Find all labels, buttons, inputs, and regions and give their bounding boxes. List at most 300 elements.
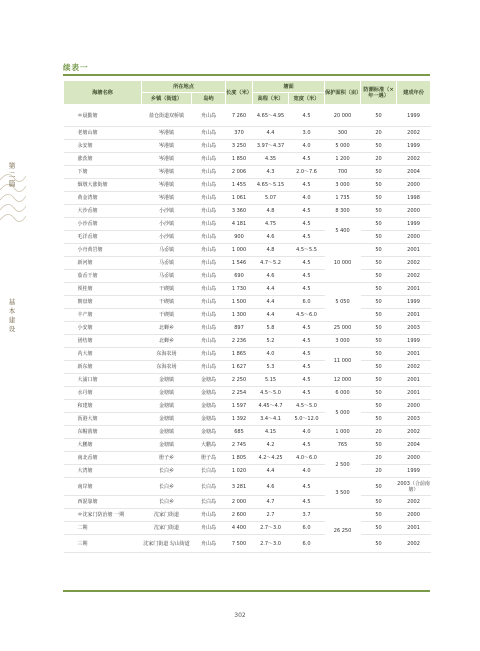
cell-name: 小安塘 xyxy=(64,322,142,335)
cell-width: 4.5 xyxy=(289,153,325,166)
cell-area-merged: 5 400 xyxy=(325,218,361,244)
cell-std: 50 xyxy=(361,309,397,322)
table-row xyxy=(64,439,431,452)
header-crest-width: 宽度（米） xyxy=(289,93,325,105)
cell-island: 舟山岛 xyxy=(192,192,226,205)
cell-area-merged: 10 000 xyxy=(325,244,361,283)
cell-area: 1 735 xyxy=(325,192,361,205)
cell-area: 20 000 xyxy=(325,105,361,127)
cell-island: 大鹏岛 xyxy=(192,439,226,452)
cell-year: 2002 xyxy=(397,361,431,374)
cell-name: 毛洋岙塘 xyxy=(64,231,142,244)
cell-year: 2003 xyxy=(397,322,431,335)
cell-area-merged: 5 050 xyxy=(325,283,361,322)
table-row xyxy=(64,509,431,522)
cell-width: 5.0～12.0 xyxy=(289,413,325,426)
cell-elev: 3.97～4.37 xyxy=(253,140,289,153)
cell-town: 岑港镇 xyxy=(142,127,192,140)
cell-name: 丰产塘 xyxy=(64,309,142,322)
cell-length: 1 865 xyxy=(226,348,253,361)
cell-town: 小沙镇 xyxy=(142,205,192,218)
cell-island: 舟山岛 xyxy=(192,127,226,140)
cell-island: 舟山岛 xyxy=(192,522,226,535)
cell-elev: 4.0 xyxy=(253,348,289,361)
cell-width: 4.5 xyxy=(289,231,325,244)
cell-std: 20 xyxy=(361,465,397,478)
cell-name: 新东塘 xyxy=(64,361,142,374)
cell-area: 6 000 xyxy=(325,387,361,400)
cell-name: 小舟黄岩塘 xyxy=(64,244,142,257)
cell-town: 干碶镇 xyxy=(142,309,192,322)
cell-length: 897 xyxy=(226,322,253,335)
cell-elev: 5.15 xyxy=(253,374,289,387)
header-island: 岛屿 xyxy=(192,93,226,105)
cell-year: 2001 xyxy=(397,244,431,257)
cell-year: 2002 xyxy=(397,535,431,553)
table-row xyxy=(64,218,431,231)
cell-elev: 4.8 xyxy=(253,205,289,218)
cell-length: 4 181 xyxy=(226,218,253,231)
cell-year: 2001 xyxy=(397,309,431,322)
cell-island: 舟山岛 xyxy=(192,270,226,283)
cell-island: 舟山岛 xyxy=(192,309,226,322)
cell-area-merged: 11 000 xyxy=(325,348,361,374)
cell-length: 1 455 xyxy=(226,179,253,192)
cell-year: 1999 xyxy=(397,465,431,478)
cell-island: 长白岛 xyxy=(192,478,226,496)
cell-width: 4.5 xyxy=(289,361,325,374)
cell-year: 2001 xyxy=(397,348,431,361)
cell-year: 2000 xyxy=(397,400,431,413)
cell-width: 4.0～6.0 xyxy=(289,452,325,465)
table-row xyxy=(64,465,431,478)
cell-year: 1999 xyxy=(397,105,431,127)
cell-length: 1 300 xyxy=(226,309,253,322)
cell-year: 1999 xyxy=(397,335,431,348)
table-row xyxy=(64,348,431,361)
cell-year: 2001 xyxy=(397,387,431,400)
cell-name: 大湾塘 xyxy=(64,465,142,478)
cell-town: 金塘镇 xyxy=(142,374,192,387)
cell-std: 50 xyxy=(361,522,397,535)
cell-length: 7 260 xyxy=(226,105,253,127)
cell-name: 南北岙塘 xyxy=(64,452,142,465)
table-row xyxy=(64,166,431,179)
cell-width: 4.5 xyxy=(289,283,325,296)
cell-town: 长白乡 xyxy=(142,496,192,509)
cell-area: 8 300 xyxy=(325,205,361,218)
cell-length: 370 xyxy=(226,127,253,140)
cell-length: 1 000 xyxy=(226,244,253,257)
cell-island: 长白岛 xyxy=(192,465,226,478)
header-length: 长度（米） xyxy=(226,81,253,105)
cell-town: 北蝉乡 xyxy=(142,335,192,348)
cell-town: 沈家门街道 xyxy=(142,509,192,522)
cell-elev: 4.6 xyxy=(253,231,289,244)
cell-std: 50 xyxy=(361,244,397,257)
cell-std: 50 xyxy=(361,218,397,231)
cell-width: 3.7 xyxy=(289,509,325,522)
table-row xyxy=(64,387,431,400)
table-row xyxy=(64,522,431,535)
table-row xyxy=(64,140,431,153)
table-row xyxy=(64,192,431,205)
cell-std: 50 xyxy=(361,270,397,283)
table-row xyxy=(64,309,431,322)
cell-area-merged: 2 500 xyxy=(325,452,361,478)
cell-town: 金塘镇 xyxy=(142,400,192,413)
cell-length: 900 xyxy=(226,231,253,244)
cell-length: 2 000 xyxy=(226,496,253,509)
cell-length: 1 627 xyxy=(226,361,253,374)
cell-area-merged: 3 500 xyxy=(325,478,361,509)
cell-area-merged: 5 000 xyxy=(325,400,361,426)
cell-town: 沈家门街道 勾山街道 xyxy=(142,535,192,553)
cell-area: 12 000 xyxy=(325,374,361,387)
cell-town: 长白乡 xyxy=(142,478,192,496)
cell-town: 岑港镇 xyxy=(142,153,192,166)
cell-area: 700 xyxy=(325,166,361,179)
table-row xyxy=(64,413,431,426)
cell-island: 金塘岛 xyxy=(192,413,226,426)
table-row xyxy=(64,257,431,270)
cell-year: 2000 xyxy=(397,452,431,465)
cell-name: 三期 xyxy=(64,535,142,553)
table-row xyxy=(64,478,431,496)
cell-year: 2002 xyxy=(397,426,431,439)
header-standard: 防潮标准（×年一遇） xyxy=(361,81,397,105)
cell-year: 2001 xyxy=(397,522,431,535)
cell-island: 舟山岛 xyxy=(192,348,226,361)
cell-name: 和建塘 xyxy=(64,400,142,413)
table-row xyxy=(64,244,431,257)
table-body xyxy=(64,105,431,553)
cell-std: 20 xyxy=(361,153,397,166)
page-number: 302 xyxy=(234,612,246,619)
side-chapter-label: 第二篇 xyxy=(8,162,16,188)
cell-island: 长白岛 xyxy=(192,496,226,509)
cell-elev: 4.4 xyxy=(253,127,289,140)
cell-width: 4.5 xyxy=(289,105,325,127)
cell-name: 东帽凿塘 xyxy=(64,426,142,439)
cell-length: 3 281 xyxy=(226,478,253,496)
cell-length: 1 546 xyxy=(226,257,253,270)
cell-width: 6.0 xyxy=(289,535,325,553)
cell-year: 2000 xyxy=(397,179,431,192)
cell-area: 25 000 xyxy=(325,322,361,335)
cell-elev: 5.8 xyxy=(253,322,289,335)
table-row xyxy=(64,127,431,140)
cell-elev: 4.3 xyxy=(253,166,289,179)
cell-town: 小沙镇 xyxy=(142,231,192,244)
cell-width: 4.5 xyxy=(289,374,325,387)
cell-std: 50 xyxy=(361,140,397,153)
table-row xyxy=(64,270,431,283)
cell-elev: 4.45～4.7 xyxy=(253,400,289,413)
cell-year: 2002 xyxy=(397,270,431,283)
cell-area: 3 000 xyxy=(325,335,361,348)
cell-std: 20 xyxy=(361,127,397,140)
cell-island: 舟山岛 xyxy=(192,231,226,244)
table-row xyxy=(64,322,431,335)
cell-town: 金塘镇 xyxy=(142,413,192,426)
cell-length: 3 250 xyxy=(226,140,253,153)
cell-width: 4.5 xyxy=(289,496,325,509)
table-row xyxy=(64,296,431,309)
cell-length: 1 020 xyxy=(226,465,253,478)
cell-std: 50 xyxy=(361,166,397,179)
cell-length: 3 360 xyxy=(226,205,253,218)
table-row xyxy=(64,105,431,127)
cell-std: 50 xyxy=(361,439,397,452)
cell-town: 金塘镇 xyxy=(142,387,192,400)
cell-island: 舟山岛 xyxy=(192,296,226,309)
cell-year: 2000 xyxy=(397,205,431,218)
table-heading: 续表一 xyxy=(63,63,89,72)
cell-year: 2001 xyxy=(397,374,431,387)
cell-std: 20 xyxy=(361,426,397,439)
cell-year: 2002 xyxy=(397,153,431,166)
cell-std: 50 xyxy=(361,105,397,127)
cell-name: 涨茨塘 xyxy=(64,153,142,166)
cell-year: 2004 xyxy=(397,439,431,452)
cell-width: 4.5 xyxy=(289,179,325,192)
cell-std: 50 xyxy=(361,179,397,192)
cell-town: 金塘镇 xyxy=(142,426,192,439)
cell-width: 4.0 xyxy=(289,465,325,478)
cell-width: 4.5 xyxy=(289,257,325,270)
cell-elev: 4.2～4.25 xyxy=(253,452,289,465)
cell-elev: 2.7 xyxy=(253,509,289,522)
table-row xyxy=(64,426,431,439)
cell-elev: 2.7～3.0 xyxy=(253,522,289,535)
cell-name: 茄岙干塘 xyxy=(64,270,142,283)
cell-std: 50 xyxy=(361,374,397,387)
cell-std: 50 xyxy=(361,257,397,270)
cell-island: 金塘岛 xyxy=(192,374,226,387)
header-name: 海塘名称 xyxy=(64,81,142,105)
cell-name: 预桂塘 xyxy=(64,283,142,296)
cell-year: 1999 xyxy=(397,218,431,231)
cell-town: 沈家门街道 xyxy=(142,522,192,535)
cell-year: 2004 xyxy=(397,166,431,179)
cell-town: 马岙镇 xyxy=(142,257,192,270)
top-rule xyxy=(63,74,430,76)
table-row xyxy=(64,179,431,192)
cell-width: 4.5 xyxy=(289,478,325,496)
cell-length: 1 392 xyxy=(226,413,253,426)
cell-island: 舟山岛 xyxy=(192,322,226,335)
bottom-rule xyxy=(63,590,430,592)
cell-name: 烟墩大涨街塘 xyxy=(64,179,142,192)
cell-width: 4.5 xyxy=(289,205,325,218)
cell-town: 岑港镇 xyxy=(142,179,192,192)
cell-town: 岑港镇 xyxy=(142,192,192,205)
cell-island: 舟山岛 xyxy=(192,257,226,270)
cell-std: 20 xyxy=(361,452,397,465)
table-row xyxy=(64,374,431,387)
cell-elev: 4.7～5.2 xyxy=(253,257,289,270)
cell-name: 南岸塘 xyxy=(64,478,142,496)
cell-std: 50 xyxy=(361,322,397,335)
cell-std: 50 xyxy=(361,296,397,309)
cell-width: 4.5 xyxy=(289,348,325,361)
table-row xyxy=(64,335,431,348)
cell-width: 4.5 xyxy=(289,270,325,283)
cell-name: 沥港大塘 xyxy=(64,413,142,426)
cell-elev: 4.35 xyxy=(253,153,289,166)
cell-name: ＊沈家门防治塘 一期 xyxy=(64,509,142,522)
cell-std: 50 xyxy=(361,231,397,244)
cell-name: 小沙岙塘 xyxy=(64,218,142,231)
cell-town: 长白乡 xyxy=(142,465,192,478)
cell-year: 2000 xyxy=(397,231,431,244)
cell-town: 东海农场 xyxy=(142,361,192,374)
cell-year: 2002 xyxy=(397,257,431,270)
cell-island: 舟山岛 xyxy=(192,244,226,257)
cell-town: 北蝉乡 xyxy=(142,322,192,335)
cell-elev: 4.65～4.95 xyxy=(253,105,289,127)
cell-length: 1 730 xyxy=(226,283,253,296)
cell-year: 1999 xyxy=(397,296,431,309)
cell-elev: 4.4 xyxy=(253,309,289,322)
cell-name: 老塘山塘 xyxy=(64,127,142,140)
seawall-table xyxy=(63,80,431,553)
cell-elev: 4.5～5.0 xyxy=(253,387,289,400)
cell-name: 西混靠塘 xyxy=(64,496,142,509)
cell-std: 50 xyxy=(361,400,397,413)
cell-width: 4.5～6.0 xyxy=(289,309,325,322)
cell-width: 4.0 xyxy=(289,140,325,153)
table-row xyxy=(64,452,431,465)
cell-elev: 2.7～3.0 xyxy=(253,535,289,553)
cell-width: 4.5 xyxy=(289,335,325,348)
cell-elev: 4.75 xyxy=(253,218,289,231)
cell-island: 舟山岛 xyxy=(192,179,226,192)
cell-length: 2 250 xyxy=(226,374,253,387)
cell-name: 大沙岙塘 xyxy=(64,205,142,218)
cell-town: 小沙镇 xyxy=(142,218,192,231)
cell-elev: 5.07 xyxy=(253,192,289,205)
cell-name: 团结塘 xyxy=(64,335,142,348)
cell-std: 50 xyxy=(361,496,397,509)
cell-length: 1 597 xyxy=(226,400,253,413)
cell-length: 690 xyxy=(226,270,253,283)
cell-year: 1998 xyxy=(397,192,431,205)
table-row xyxy=(64,283,431,296)
cell-town: 干碶镇 xyxy=(142,283,192,296)
cell-elev: 4.65～5.15 xyxy=(253,179,289,192)
cell-length: 1 850 xyxy=(226,153,253,166)
cell-island: 舟山岛 xyxy=(192,283,226,296)
cell-name: 水丹塘 xyxy=(64,387,142,400)
cell-length: 1 061 xyxy=(226,192,253,205)
cell-town: 册子乡 xyxy=(142,452,192,465)
cell-elev: 4.4 xyxy=(253,283,289,296)
cell-year: 2002 xyxy=(397,496,431,509)
cell-town: 干碶镇 xyxy=(142,296,192,309)
cell-area-merged: 26 250 xyxy=(325,509,361,553)
cell-length: 4 400 xyxy=(226,522,253,535)
cell-year: 2001 xyxy=(397,283,431,296)
header-crest-elev: 高程（米） xyxy=(253,93,289,105)
cell-elev: 4.15 xyxy=(253,426,289,439)
cell-year: 2002 xyxy=(397,127,431,140)
cell-width: 4.5 xyxy=(289,218,325,231)
cell-elev: 4.6 xyxy=(253,478,289,496)
cell-std: 50 xyxy=(361,192,397,205)
cell-area: 1 200 xyxy=(325,153,361,166)
header-area: 保护面积（亩） xyxy=(325,81,361,105)
cell-area: 3 000 xyxy=(325,179,361,192)
table-row xyxy=(64,400,431,413)
cell-town: 东海农场 xyxy=(142,348,192,361)
cell-width: 6.0 xyxy=(289,296,325,309)
cell-year: 2000 xyxy=(397,509,431,522)
cell-name: 黄金湾塘 xyxy=(64,192,142,205)
cell-width: 4.5 xyxy=(289,387,325,400)
cell-island: 舟山岛 xyxy=(192,335,226,348)
cell-island: 舟山岛 xyxy=(192,509,226,522)
cell-std: 50 xyxy=(361,283,397,296)
cell-std: 50 xyxy=(361,478,397,496)
cell-width: 4.5～5.5 xyxy=(289,244,325,257)
cell-year: 2003 xyxy=(397,413,431,426)
cell-year: 2003（合前南塘） xyxy=(397,478,431,496)
cell-width: 4.5 xyxy=(289,439,325,452)
cell-elev: 3.4～4.1 xyxy=(253,413,289,426)
cell-elev: 4.4 xyxy=(253,465,289,478)
cell-island: 金塘岛 xyxy=(192,426,226,439)
cell-town: 岑港镇 xyxy=(142,166,192,179)
table-row xyxy=(64,153,431,166)
header-location: 所在地点 xyxy=(142,81,226,93)
cell-area: 300 xyxy=(325,127,361,140)
cell-std: 50 xyxy=(361,361,397,374)
cell-width: 4.0 xyxy=(289,192,325,205)
cell-town: 金塘镇 xyxy=(142,439,192,452)
cell-elev: 4.2 xyxy=(253,439,289,452)
table-row xyxy=(64,231,431,244)
cell-island: 金塘岛 xyxy=(192,387,226,400)
cell-elev: 4.8 xyxy=(253,244,289,257)
cell-name: 二期 xyxy=(64,522,142,535)
side-section-label: 基本建设 xyxy=(8,298,16,333)
header-year: 建成年份 xyxy=(397,81,431,105)
cell-width: 4.5～5.0 xyxy=(289,400,325,413)
cell-island: 舟山岛 xyxy=(192,105,226,127)
cell-width: 3.0 xyxy=(289,127,325,140)
cell-std: 50 xyxy=(361,205,397,218)
cell-island: 舟山岛 xyxy=(192,140,226,153)
table-row xyxy=(64,496,431,509)
cell-island: 册子岛 xyxy=(192,452,226,465)
cell-area: 765 xyxy=(325,439,361,452)
cell-length: 2 745 xyxy=(226,439,253,452)
table-header xyxy=(64,81,431,105)
cell-elev: 4.4 xyxy=(253,296,289,309)
cell-year: 1999 xyxy=(397,140,431,153)
cell-width: 6.0 xyxy=(289,522,325,535)
cell-name: 大浦口塘 xyxy=(64,374,142,387)
cell-island: 舟山岛 xyxy=(192,361,226,374)
cell-island: 舟山岛 xyxy=(192,205,226,218)
cell-name: ＊晨勤塘 xyxy=(64,105,142,127)
cell-island: 舟山岛 xyxy=(192,166,226,179)
cell-town: 马岙镇 xyxy=(142,244,192,257)
cell-length: 2 006 xyxy=(226,166,253,179)
cell-length: 2 254 xyxy=(226,387,253,400)
